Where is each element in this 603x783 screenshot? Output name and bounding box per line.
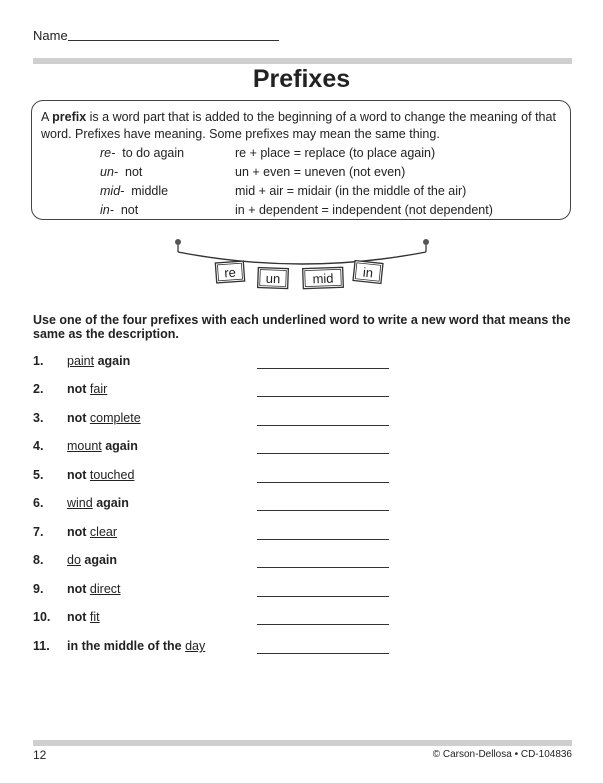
answer-line[interactable] <box>257 510 389 511</box>
answer-line[interactable] <box>257 482 389 483</box>
instructions: Use one of the four prefixes with each underlined word to write a new word that means the same as the description. <box>33 313 571 341</box>
banner-card-un <box>258 268 289 289</box>
pin-icon <box>423 239 429 252</box>
answer-line[interactable] <box>257 653 389 654</box>
page-title: Prefixes <box>252 65 351 93</box>
banner-card-mid <box>303 267 344 288</box>
svg-text:mid: mid <box>312 270 334 287</box>
answer-line[interactable] <box>257 539 389 540</box>
svg-text:in: in <box>362 264 374 281</box>
page-number: 12 <box>33 748 47 762</box>
banner-card-re <box>215 261 244 283</box>
answer-line[interactable] <box>257 453 389 454</box>
svg-text:un: un <box>265 270 281 287</box>
prefix-banner-illustration <box>172 236 432 296</box>
bottom-divider <box>33 740 572 746</box>
copyright: © Carson-Dellosa • CD-104836 <box>432 749 572 760</box>
answer-line[interactable] <box>257 567 389 568</box>
banner-card-in <box>353 261 383 284</box>
answer-line[interactable] <box>257 368 389 369</box>
pin-icon <box>175 239 181 252</box>
top-divider <box>33 58 572 64</box>
name-label: Name <box>33 28 68 43</box>
answer-line[interactable] <box>257 425 389 426</box>
intro-text: A prefix is a word part that is added to the beginning of a word to change the meaning of that word. Prefixes have meaning. Some prefixes may mean the same thing. <box>41 110 556 141</box>
prefix-term: prefix <box>52 110 87 124</box>
answer-line[interactable] <box>257 596 389 597</box>
answer-line[interactable] <box>257 396 389 397</box>
svg-text:re: re <box>223 264 237 281</box>
name-line[interactable] <box>68 40 279 41</box>
answer-line[interactable] <box>257 624 389 625</box>
